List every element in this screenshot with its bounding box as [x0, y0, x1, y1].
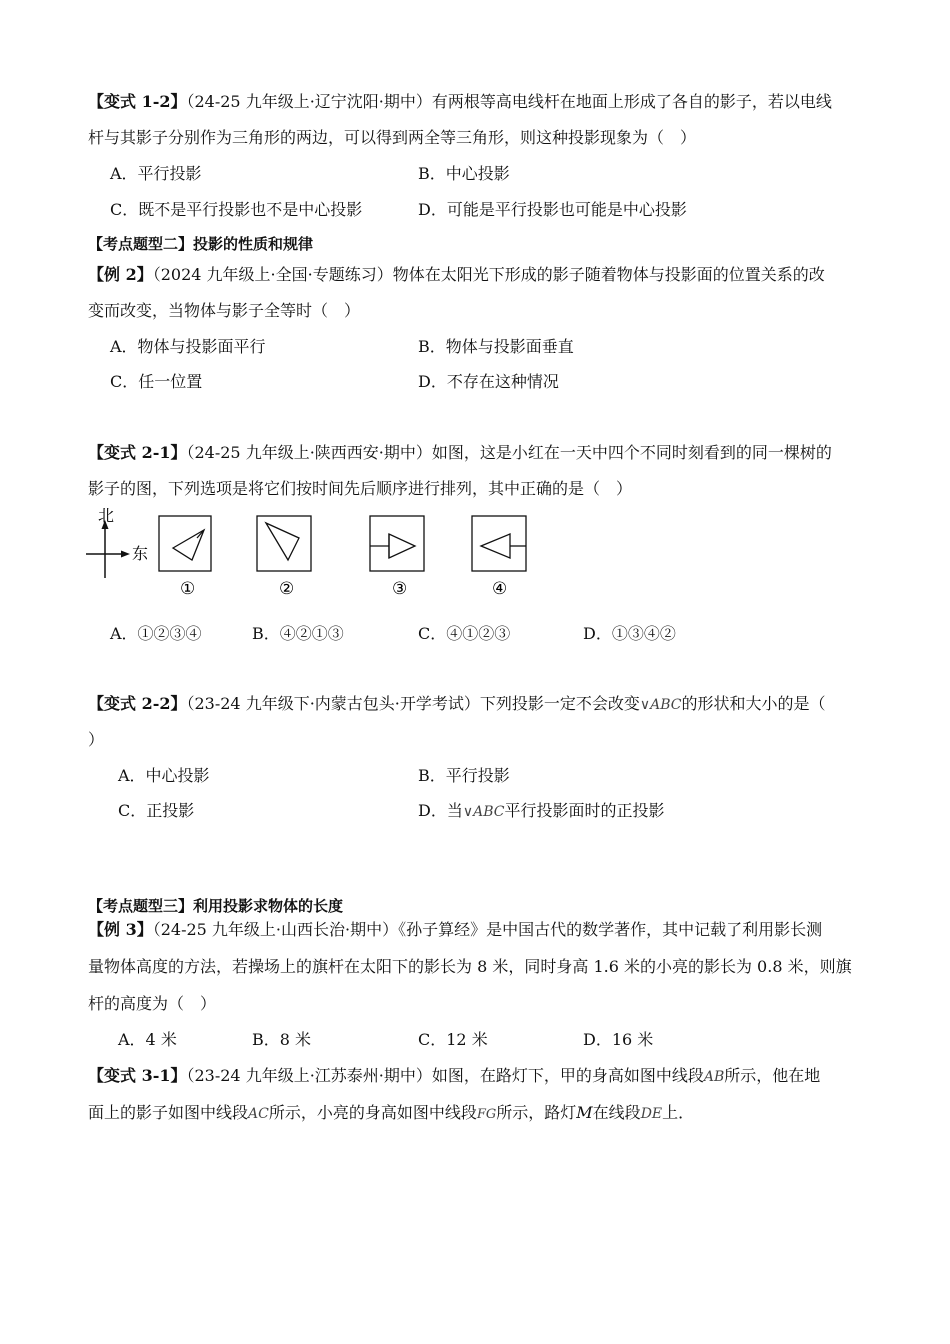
- v22-option-d-a: D．当: [418, 801, 463, 820]
- v22-text1b: 的形状和大小的是（: [681, 694, 826, 713]
- ex3-option-b: B．8 米: [252, 1030, 312, 1049]
- ex2-tag: 【例 2】: [88, 265, 153, 284]
- v22-option-b: B．平行投影: [418, 766, 510, 785]
- v12-line2: 杆与其影子分别作为三角形的两边，可以得到两全等三角形，则这种投影现象为（ ）: [88, 128, 697, 147]
- v31-line2: [88, 1103, 694, 1125]
- east-label: 东: [132, 544, 149, 563]
- v31-text2d: 在线段: [592, 1103, 641, 1122]
- tree-shadow-figure: [82, 508, 542, 603]
- v31-text1b: 所示，他在地: [724, 1066, 821, 1085]
- v12-option-c: C．既不是平行投影也不是中心投影: [110, 200, 363, 219]
- section-heading-3: 【考点题型三】利用投影求物体的长度: [88, 897, 344, 915]
- v12-option-a: A．平行投影: [110, 164, 202, 183]
- v31-segment-ac: AC: [248, 1106, 269, 1122]
- ex3-option-d: D．16 米: [583, 1030, 654, 1049]
- ex2-option-b: B．物体与投影面垂直: [418, 337, 574, 356]
- figure-label-2: ②: [279, 579, 295, 599]
- ex2-line1: [88, 265, 825, 285]
- figure-label-1: ①: [180, 579, 196, 599]
- figure-label-3: ③: [392, 579, 408, 599]
- ex2-option-d: D．不存在这种情况: [418, 372, 559, 391]
- figure-label-4: ④: [492, 579, 508, 599]
- shadow-box-1: [159, 516, 211, 571]
- ex3-line3: 杆的高度为（ ）: [88, 994, 217, 1013]
- v31-segment-ab: AB: [703, 1069, 725, 1085]
- shadow-box-2: [257, 516, 311, 571]
- v22-option-d-triangle: ∨ABC: [462, 804, 505, 820]
- v12-line1: [88, 92, 832, 112]
- v12-tag: 【变式 1-2】: [88, 92, 187, 111]
- ex3-line2: 量物体高度的方法，若操场上的旗杆在太阳下的影长为 8 米，同时身高 1.6 米的小亮的影长为 0.8 米，则旗: [88, 957, 852, 976]
- ex2-line2: 变而改变，当物体与影子全等时（ ）: [88, 301, 361, 320]
- v22-option-a: A．中心投影: [118, 766, 210, 785]
- v22-triangle: ∨ABC: [639, 697, 682, 713]
- shadow-box-3: [370, 516, 424, 571]
- v31-tag: 【变式 3-1】: [88, 1066, 187, 1085]
- section-heading-2: 【考点题型二】投影的性质和规律: [88, 235, 314, 253]
- v22-option-d: [418, 801, 664, 822]
- ex3-tag: 【例 3】: [88, 920, 153, 939]
- v31-text2b: 所示，小亮的身高如图中线段: [268, 1103, 477, 1122]
- v22-tag: 【变式 2-2】: [88, 694, 187, 713]
- v22-line2: ）: [88, 730, 105, 749]
- v22-line1: [88, 694, 826, 715]
- shadow-box-4: [472, 516, 526, 571]
- v12-text1: （24-25 九年级上·辽宁沈阳·期中）有两根等高电线杆在地面上形成了各自的影子，若以电线: [186, 92, 832, 111]
- v21-option-a: A．①②③④: [110, 624, 202, 643]
- ex2-text1: （2024 九年级上·全国·专题练习）物体在太阳光下形成的影子随着物体与投影面的位置关系的改: [152, 265, 825, 284]
- v21-tag: 【变式 2-1】: [88, 443, 187, 462]
- v31-segment-fg: FG: [476, 1107, 497, 1122]
- v31-segment-de: DE: [640, 1106, 663, 1122]
- v21-option-c: C．④①②③: [418, 624, 511, 643]
- ex3-line1: [88, 920, 822, 940]
- compass: [86, 508, 148, 578]
- v21-option-d: D．①③④②: [583, 624, 676, 643]
- v31-text1a: （23-24 九年级上·江苏泰州·期中）如图，在路灯下，甲的身高如图中线段: [186, 1066, 704, 1085]
- v31-line1: [88, 1066, 820, 1087]
- ex2-option-a: A．物体与投影面平行: [110, 337, 266, 356]
- ex3-option-a: A．4 米: [118, 1030, 177, 1049]
- v21-option-b: B．④②①③: [252, 624, 344, 643]
- v12-option-d: D．可能是平行投影也可能是中心投影: [418, 200, 687, 219]
- ex3-text1: （24-25 九年级上·山西长治·期中）《孙子算经》是中国古代的数学著作，其中记载了利用影长测: [152, 920, 823, 939]
- v31-text2a: 面上的影子如图中线段: [88, 1103, 249, 1122]
- v22-option-d-b: 平行投影面时的正投影: [504, 801, 665, 820]
- north-label: 北: [98, 508, 115, 525]
- v31-point-m: M: [576, 1103, 593, 1122]
- v31-text2e: 上．: [662, 1103, 695, 1122]
- ex2-option-c: C．任一位置: [110, 372, 203, 391]
- v22-option-c: C．正投影: [118, 801, 195, 820]
- v22-text1a: （23-24 九年级下·内蒙古包头·开学考试）下列投影一定不会改变: [186, 694, 640, 713]
- v21-text1: （24-25 九年级上·陕西西安·期中）如图，这是小红在一天中四个不同时刻看到的同一棵树的: [186, 443, 832, 462]
- v21-line1: [88, 443, 832, 463]
- v12-option-b: B．中心投影: [418, 164, 510, 183]
- ex3-option-c: C．12 米: [418, 1030, 488, 1049]
- v31-text2c: 所示，路灯: [496, 1103, 577, 1122]
- v21-line2: 影子的图，下列选项是将它们按时间先后顺序进行排列，其中正确的是（ ）: [88, 479, 633, 498]
